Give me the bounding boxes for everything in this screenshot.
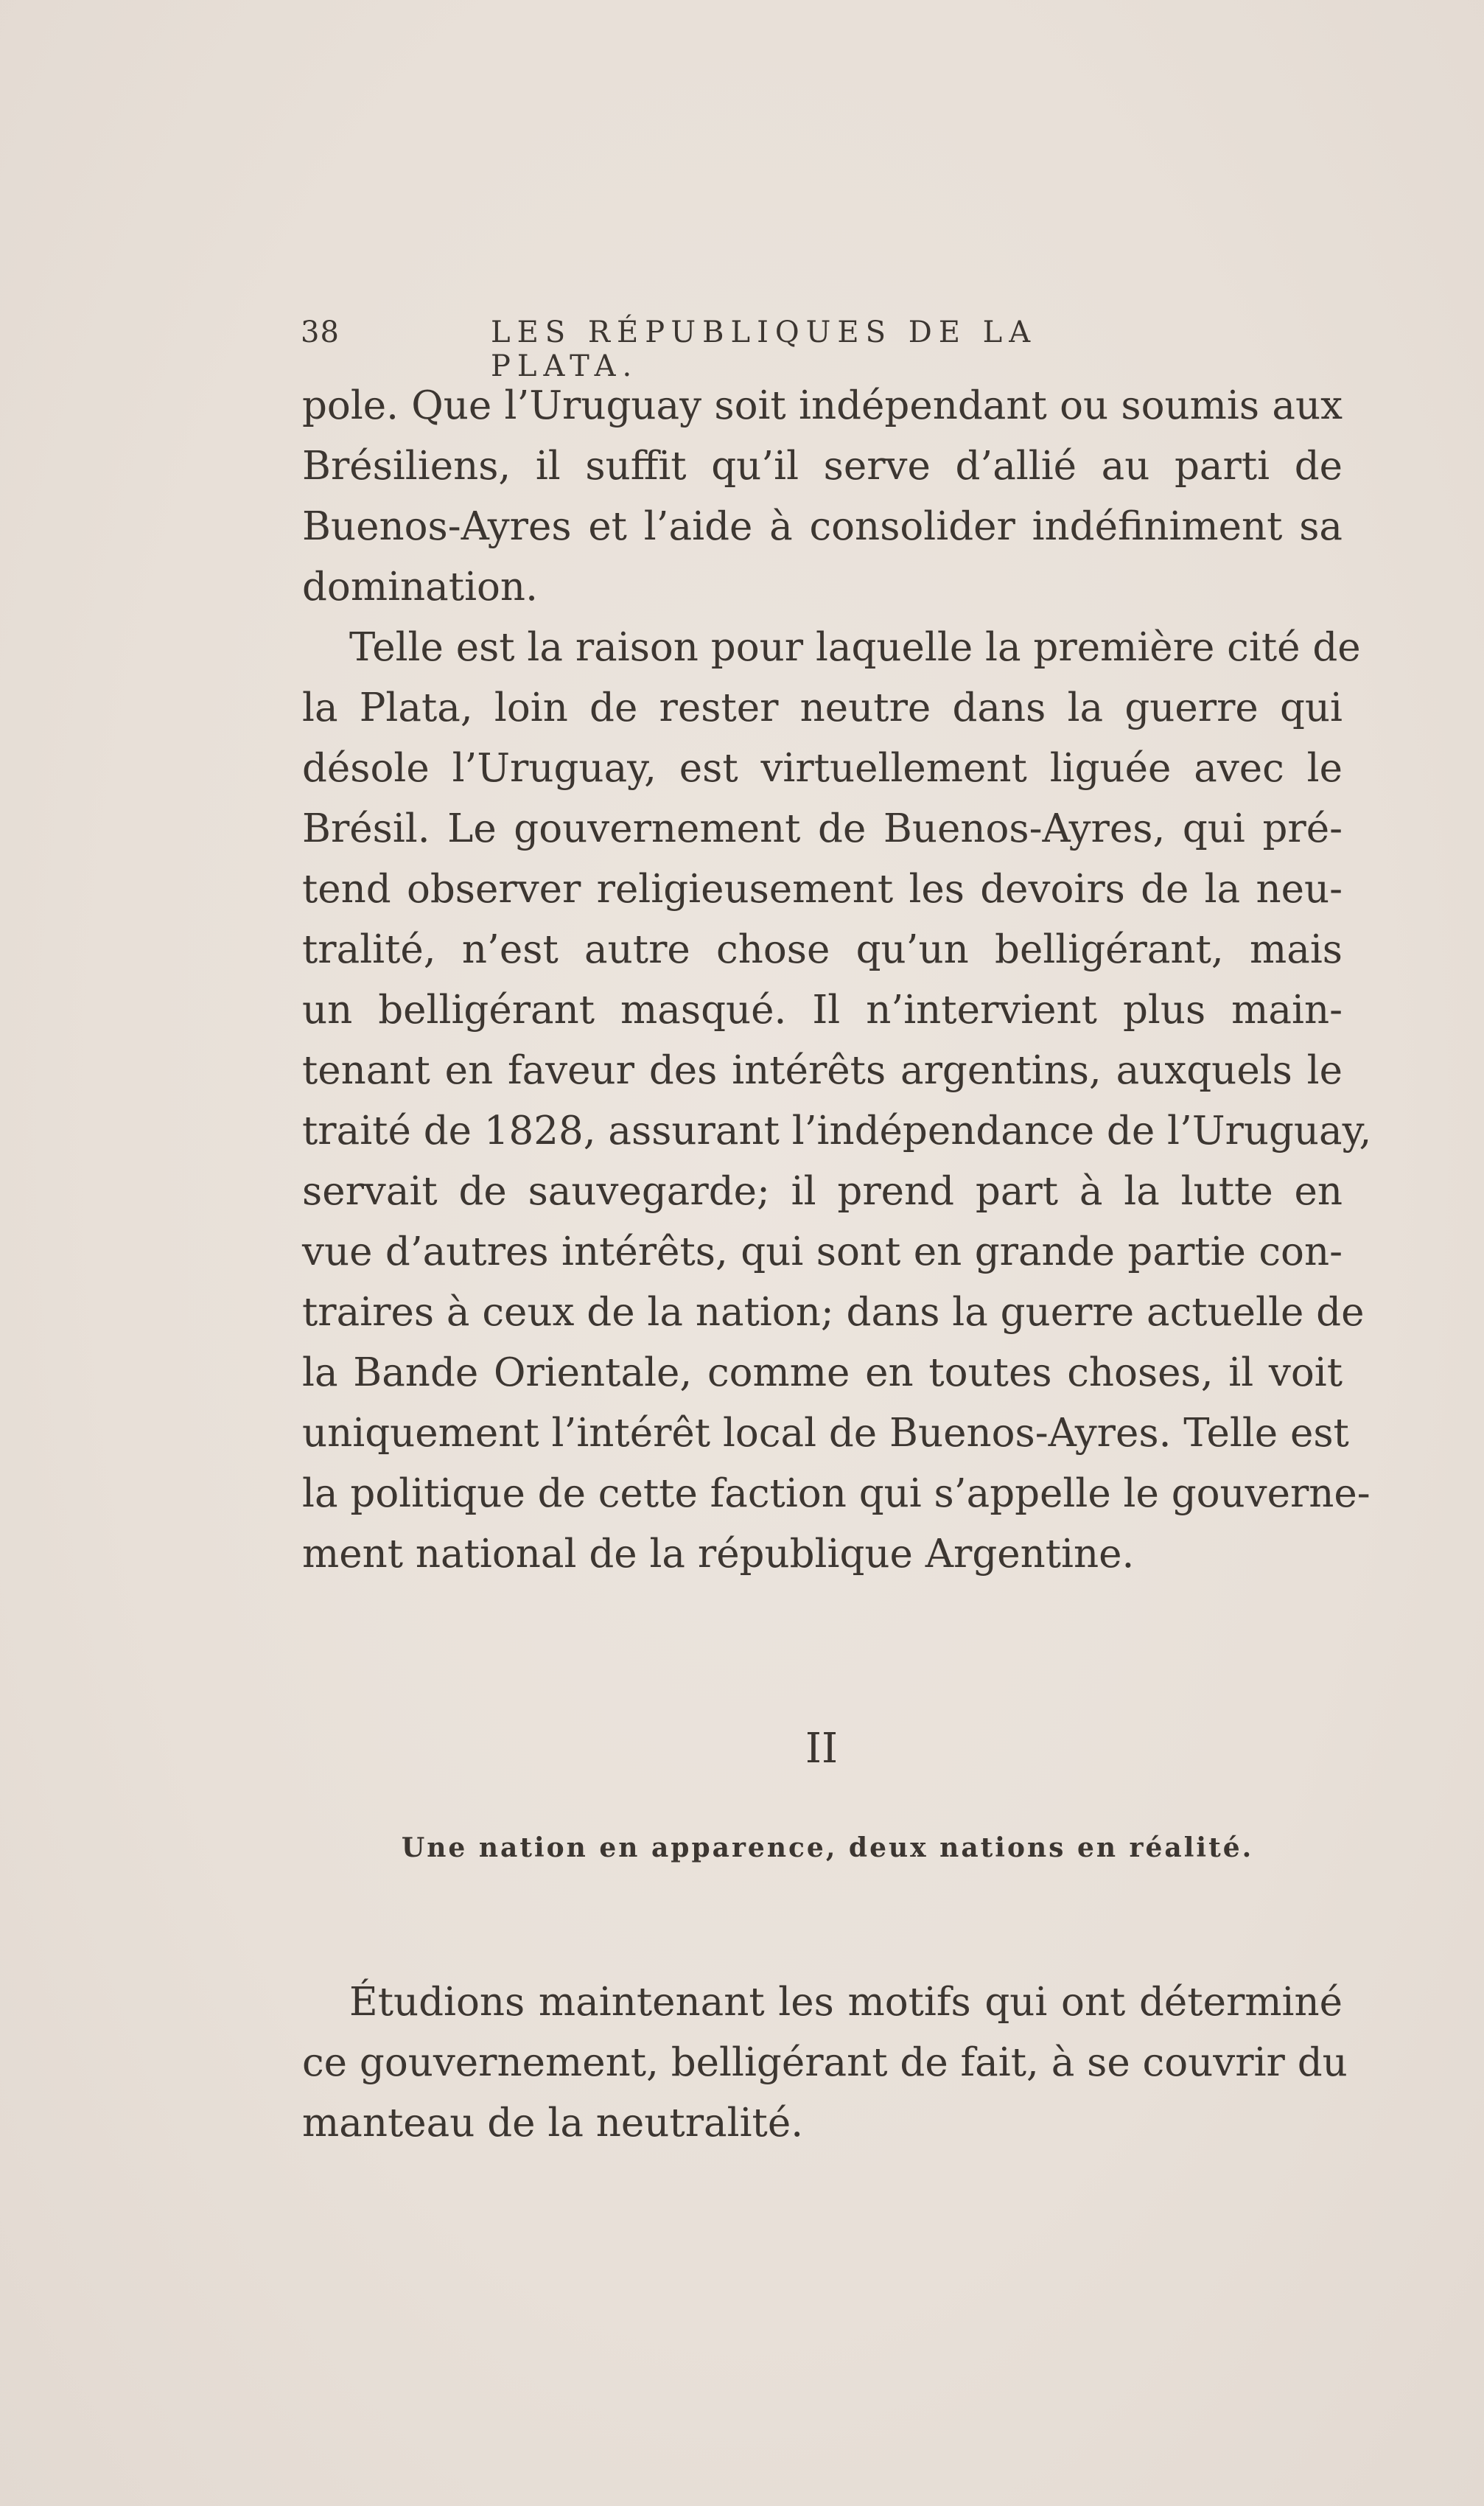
- text-line: servait de sauvegarde; il prend part à la lutte en: [302, 1169, 1343, 1214]
- running-head: [301, 315, 1133, 383]
- text-line: traires à ceux de la nation; dans la guerre actuelle de: [302, 1290, 1365, 1335]
- body-text-top: [302, 376, 1372, 1585]
- text-line: Buenos-Ayres et l’aide à consolider indéfiniment sa: [302, 504, 1343, 549]
- text-line: Telle est la raison pour laquelle la première cité de: [349, 625, 1361, 670]
- section-number: II: [805, 1725, 839, 1773]
- running-title: LES RÉPUBLIQUES DE LA PLATA.: [491, 315, 1037, 383]
- text-line: ce gouvernement, belligérant de fait, à se couvrir du: [302, 2040, 1348, 2085]
- text-line: désole l’Uruguay, est virtuellement liguée avec le: [302, 746, 1343, 791]
- text-line: manteau de la neutralité.: [302, 2101, 804, 2146]
- text-line: pole. Que l’Uruguay soit indépendant ou soumis aux: [302, 383, 1343, 428]
- page-number: 38: [301, 315, 340, 349]
- section-title: Une nation en apparence, deux nations en réalité.: [401, 1832, 1254, 1863]
- text-line: tend observer religieusement les devoirs de la neu-: [302, 867, 1343, 912]
- text-line: Brésiliens, il suffit qu’il serve d’allié au parti de: [302, 444, 1343, 489]
- body-text-bottom: [302, 1972, 1348, 2154]
- text-line: un belligérant masqué. Il n’intervient plus main-: [302, 988, 1343, 1033]
- text-line: la politique de cette faction qui s’appelle le gouverne-: [302, 1471, 1371, 1516]
- text-line: tenant en faveur des intérêts argentins, auxquels le: [302, 1048, 1343, 1093]
- text-line: Étudions maintenant les motifs qui ont déterminé: [349, 1980, 1343, 2025]
- text-line: la Plata, loin de rester neutre dans la guerre qui: [302, 685, 1343, 730]
- text-line: la Bande Orientale, comme en toutes choses, il voit: [302, 1350, 1343, 1395]
- text-line: ment national de la république Argentine.: [302, 1532, 1135, 1577]
- text-line: Brésil. Le gouvernement de Buenos-Ayres, qui pré-: [302, 806, 1343, 851]
- text-line: traité de 1828, assurant l’indépendance de l’Uruguay,: [302, 1109, 1372, 1153]
- text-line: vue d’autres intérêts, qui sont en grande partie con-: [302, 1229, 1343, 1274]
- text-line: uniquement l’intérêt local de Buenos-Ayres. Telle est: [302, 1411, 1349, 1456]
- text-line: domination.: [302, 565, 538, 610]
- text-line: tralité, n’est autre chose qu’un belligérant, mais: [302, 927, 1343, 972]
